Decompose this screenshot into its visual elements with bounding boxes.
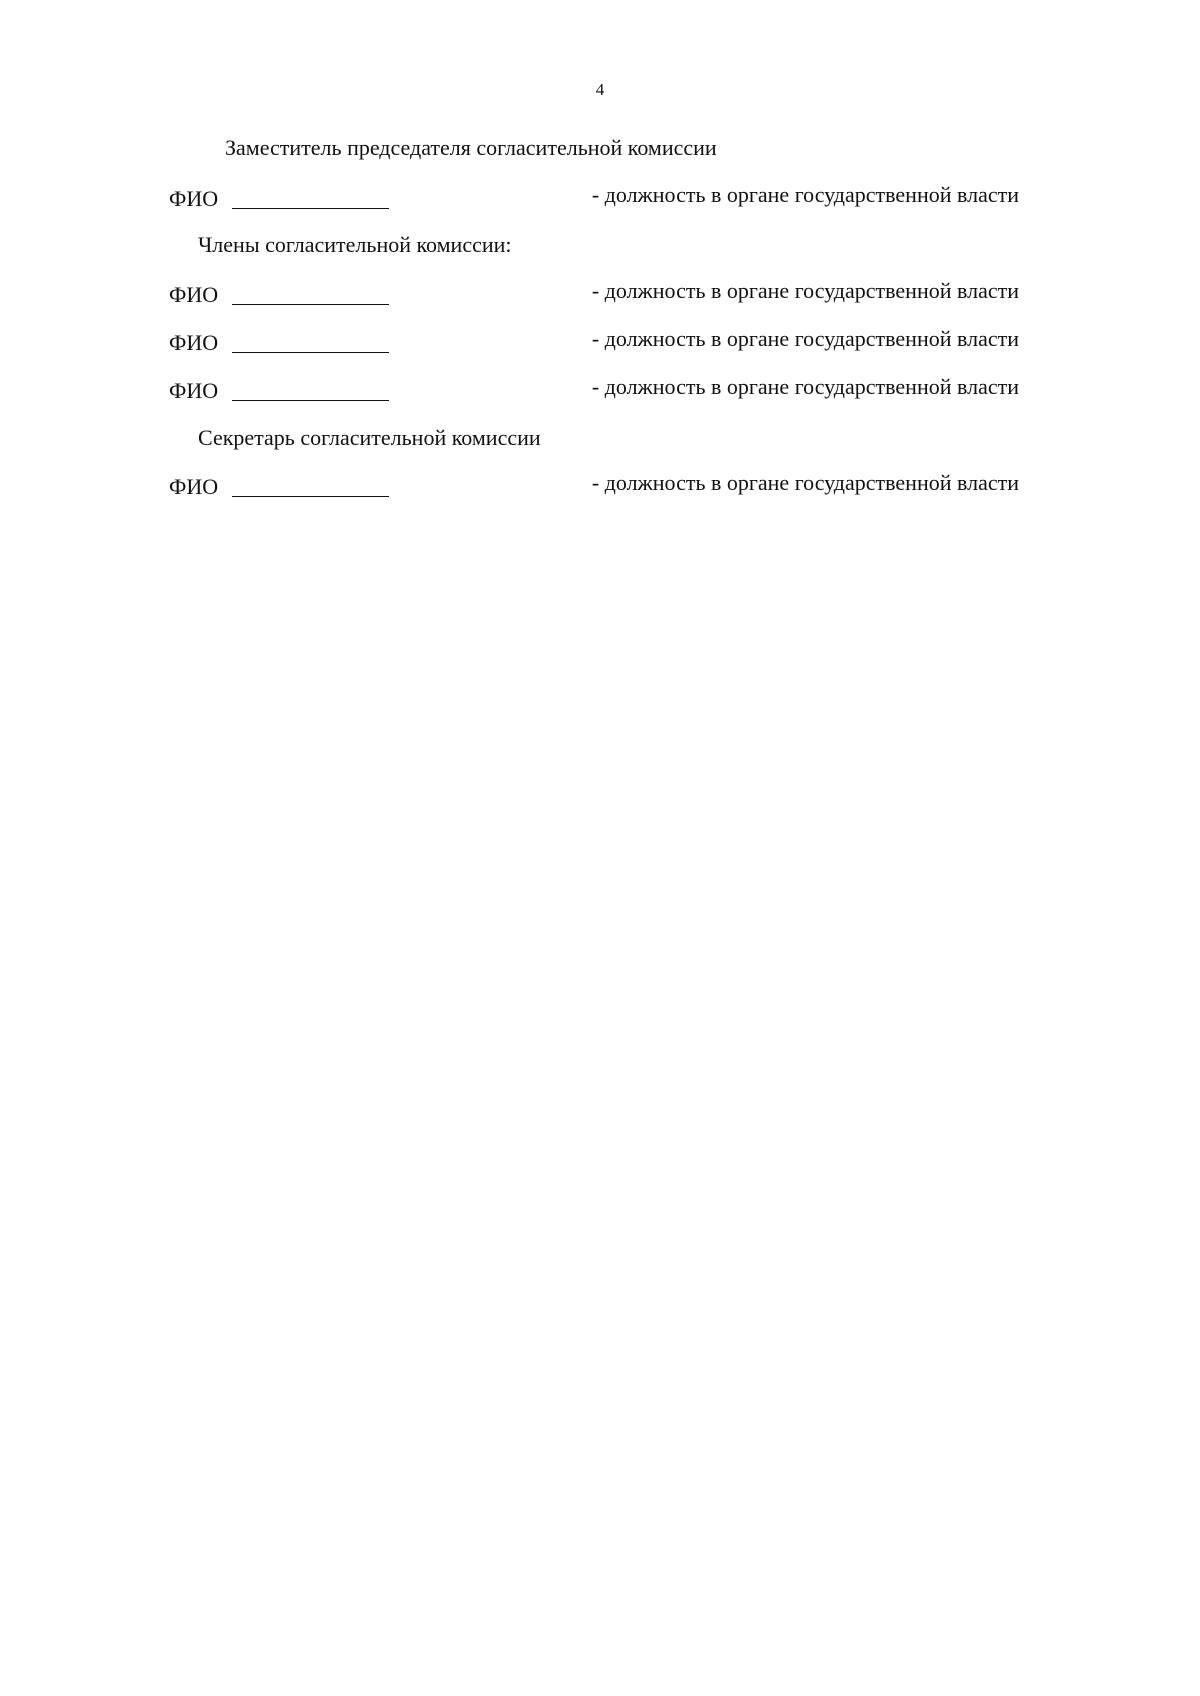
- fio-label: ФИО: [169, 378, 219, 403]
- position-text: - должность в органе государственной власти: [591, 182, 1019, 207]
- position-text: - должность в органе государственной власти: [591, 470, 1019, 495]
- fio-label: ФИО: [169, 474, 219, 499]
- member-row-1: [169, 278, 1019, 312]
- fio-label: ФИО: [169, 330, 219, 355]
- position-text: - должность в органе государственной власти: [591, 374, 1019, 399]
- position-text: - должность в органе государственной власти: [591, 326, 1019, 351]
- fio-signature-line: [232, 352, 389, 353]
- members-heading: Члены согласительной комиссии:: [198, 232, 512, 257]
- fio-signature-line: [232, 208, 389, 209]
- fio-signature-line: [232, 400, 389, 401]
- secretary-heading: Секретарь согласительной комиссии: [198, 425, 541, 450]
- secretary-row: [169, 470, 1019, 504]
- member-row-2: [169, 326, 1019, 360]
- position-text: - должность в органе государственной власти: [591, 278, 1019, 303]
- fio-signature-line: [232, 304, 389, 305]
- deputy-chairman-heading: Заместитель председателя согласительной комиссии: [225, 135, 717, 160]
- fio-label: ФИО: [169, 282, 219, 307]
- deputy-chairman-row: [169, 182, 1019, 216]
- member-row-3: [169, 374, 1019, 408]
- page-number: 4: [595, 80, 605, 99]
- fio-label: ФИО: [169, 186, 219, 211]
- fio-signature-line: [232, 496, 389, 497]
